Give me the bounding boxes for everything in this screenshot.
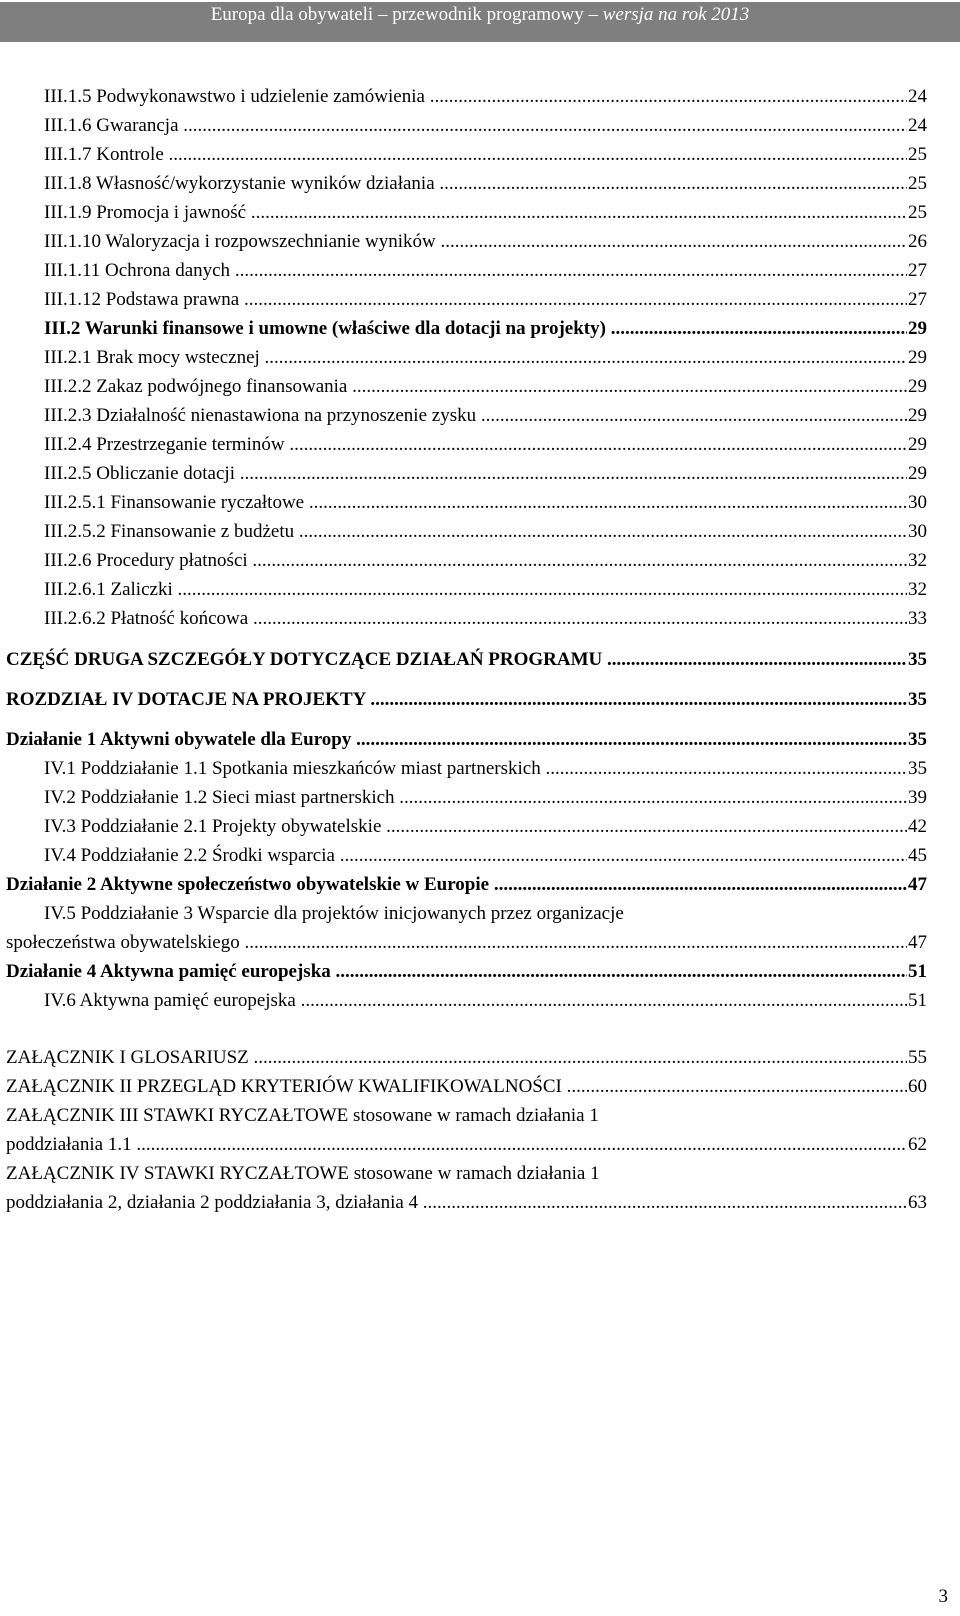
toc-entry-label: III.1.5 Podwykonawstwo i udzielenie zamówienia ..... <box>0 84 907 110</box>
toc-entry-page: 25 <box>907 200 927 226</box>
toc-entry-page: 47 <box>907 872 927 898</box>
toc-entry-page: 51 <box>907 959 927 985</box>
toc-entry-label: Działanie 1 Aktywni obywatele dla Europy ..... <box>0 727 907 753</box>
toc-entry-page: 29 <box>907 403 927 429</box>
toc-entry-page: 51 <box>907 988 927 1014</box>
toc-entry-label: III.1.8 Własność/wykorzystanie wyników działania ..... <box>0 171 907 197</box>
toc-entry-page: 63 <box>907 1190 927 1216</box>
toc-entry-label: III.1.9 Promocja i jawność ..... <box>0 200 907 226</box>
toc-entry-label: poddziałania 1.1 ..... <box>0 1132 907 1158</box>
header-version: wersja na rok 2013 <box>602 4 750 25</box>
page-number: 3 <box>938 1586 948 1607</box>
toc-entry-label: III.1.7 Kontrole ..... <box>0 142 907 168</box>
toc-entry-page: 25 <box>907 142 927 168</box>
toc-entry[interactable] <box>0 432 960 458</box>
toc-entry[interactable] <box>0 229 960 255</box>
toc-entry-page: 35 <box>907 687 927 713</box>
toc-entry-page: 29 <box>907 345 927 371</box>
toc-entry[interactable] <box>0 258 960 284</box>
toc-entry-label: III.1.11 Ochrona danych ..... <box>0 258 907 284</box>
toc-entry[interactable] <box>0 647 960 673</box>
toc-entry-page: 35 <box>907 647 927 673</box>
toc-entry-page: 29 <box>907 432 927 458</box>
toc-entry-label: ROZDZIAŁ IV DOTACJE NA PROJEKTY ..... <box>0 687 907 713</box>
toc-entry-label: III.2.5.1 Finansowanie ryczałtowe ..... <box>0 490 907 516</box>
header-title: Europa dla obywateli – przewodnik programowy – <box>210 4 603 25</box>
toc-entry-label: ZAŁĄCZNIK II PRZEGLĄD KRYTERIÓW KWALIFIKOWALNOŚCI ..... <box>0 1074 907 1100</box>
toc-entry-page: 27 <box>907 287 927 313</box>
toc-entry-label: IV.4 Poddziałanie 2.2 Środki wsparcia ..... <box>0 843 907 869</box>
toc-entry-label: III.1.6 Gwarancja ..... <box>0 113 907 139</box>
toc-entry-page: 35 <box>907 756 927 782</box>
toc-entry-label: III.1.12 Podstawa prawna ..... <box>0 287 907 313</box>
toc-entry-page: 60 <box>907 1074 927 1100</box>
toc-entry-label: III.1.10 Waloryzacja i rozpowszechnianie wyników ..... <box>0 229 907 255</box>
toc-entry[interactable] <box>0 113 960 139</box>
toc-entry-page: 35 <box>907 727 927 753</box>
toc-entry-label: III.2.6.1 Zaliczki ..... <box>0 577 907 603</box>
toc-entry-page: 29 <box>907 461 927 487</box>
toc-entry[interactable] <box>0 403 960 429</box>
toc-entry-label: IV.2 Poddziałanie 1.2 Sieci miast partnerskich ..... <box>0 785 907 811</box>
toc-entry[interactable] <box>0 171 960 197</box>
toc-entry[interactable] <box>0 374 960 400</box>
toc-entry-label: IV.6 Aktywna pamięć europejska ..... <box>0 988 907 1014</box>
toc-entry-page: 55 <box>907 1045 927 1071</box>
toc-entry-label: III.2.3 Działalność nienastawiona na przynoszenie zysku ..... <box>0 403 907 429</box>
toc-entry[interactable] <box>0 727 960 753</box>
toc-entry-page: 39 <box>907 785 927 811</box>
toc-entry[interactable] <box>0 490 960 516</box>
toc-entry[interactable] <box>0 461 960 487</box>
toc-entry-first-line[interactable]: IV.5 Poddziałanie 3 Wsparcie dla projektów inicjowanych przez organizacje <box>44 903 624 924</box>
toc-entry-page: 45 <box>907 843 927 869</box>
toc-entry[interactable] <box>0 519 960 545</box>
toc-entry-label: III.2.6.2 Płatność końcowa ..... <box>0 606 907 632</box>
toc-entry[interactable] <box>0 843 960 869</box>
toc-entry-label: społeczeństwa obywatelskiego ..... <box>0 930 907 956</box>
toc-entry[interactable] <box>0 316 960 342</box>
toc-entry-page: 29 <box>907 374 927 400</box>
toc-entry-label: III.2.4 Przestrzeganie terminów ..... <box>0 432 907 458</box>
toc-entry-page: 24 <box>907 84 927 110</box>
toc-entry[interactable] <box>0 930 960 956</box>
toc-entry-first-line[interactable]: ZAŁĄCZNIK III STAWKI RYCZAŁTOWE stosowane w ramach działania 1 <box>6 1105 599 1126</box>
toc-entry-label: III.2.6 Procedury płatności ..... <box>0 548 907 574</box>
toc-entry-label: IV.3 Poddziałanie 2.1 Projekty obywatelskie ..... <box>0 814 907 840</box>
toc-entry-label: III.2.5 Obliczanie dotacji ..... <box>0 461 907 487</box>
toc-entry-page: 32 <box>907 577 927 603</box>
toc-entry-label: IV.1 Poddziałanie 1.1 Spotkania mieszkańców miast partnerskich ..... <box>0 756 907 782</box>
toc-entry[interactable] <box>0 1045 960 1071</box>
toc-entry-page: 30 <box>907 490 927 516</box>
toc-entry-page: 33 <box>907 606 927 632</box>
toc-entry-page: 62 <box>907 1132 927 1158</box>
toc-entry[interactable] <box>0 345 960 371</box>
toc-entry-label: ZAŁĄCZNIK I GLOSARIUSZ ..... <box>0 1045 907 1071</box>
toc-entry[interactable] <box>0 1132 960 1158</box>
toc-entry[interactable] <box>0 988 960 1014</box>
toc-entry-label: III.2.2 Zakaz podwójnego finansowania ..... <box>0 374 907 400</box>
toc-entry[interactable] <box>0 287 960 313</box>
toc-entry-first-line[interactable]: ZAŁĄCZNIK IV STAWKI RYCZAŁTOWE stosowane w ramach działania 1 <box>6 1163 600 1184</box>
toc-entry[interactable] <box>0 577 960 603</box>
toc-entry[interactable] <box>0 1190 960 1216</box>
toc-entry[interactable] <box>0 1074 960 1100</box>
toc-entry[interactable] <box>0 959 960 985</box>
toc-entry-page: 25 <box>907 171 927 197</box>
toc-entry-page: 47 <box>907 930 927 956</box>
page-header <box>0 2 960 42</box>
toc-entry-label: poddziałania 2, działania 2 poddziałania 3, działania 4 ..... <box>0 1190 907 1216</box>
toc-entry[interactable] <box>0 814 960 840</box>
toc-entry[interactable] <box>0 84 960 110</box>
toc-entry[interactable] <box>0 606 960 632</box>
toc-entry[interactable] <box>0 756 960 782</box>
toc-entry-page: 26 <box>907 229 927 255</box>
toc-entry-page: 32 <box>907 548 927 574</box>
toc-entry[interactable] <box>0 548 960 574</box>
toc-entry[interactable] <box>0 687 960 713</box>
toc-entry-page: 42 <box>907 814 927 840</box>
toc-entry-label: CZĘŚĆ DRUGA SZCZEGÓŁY DOTYCZĄCE DZIAŁAŃ PROGRAMU ..... <box>0 647 907 673</box>
toc-entry[interactable] <box>0 142 960 168</box>
toc-entry-label: III.2 Warunki finansowe i umowne (właściwe dla dotacji na projekty) ..... <box>0 316 907 342</box>
toc-entry-label: III.2.5.2 Finansowanie z budżetu ..... <box>0 519 907 545</box>
toc-entry-label: Działanie 4 Aktywna pamięć europejska ..... <box>0 959 907 985</box>
toc-entry[interactable] <box>0 872 960 898</box>
toc-entry-label: III.2.1 Brak mocy wstecznej ..... <box>0 345 907 371</box>
toc-entry[interactable] <box>0 785 960 811</box>
toc-entry-label: Działanie 2 Aktywne społeczeństwo obywatelskie w Europie ..... <box>0 872 907 898</box>
toc-entry[interactable] <box>0 200 960 226</box>
toc-entry-page: 29 <box>907 316 927 342</box>
toc-entry-page: 24 <box>907 113 927 139</box>
toc-entry-page: 30 <box>907 519 927 545</box>
toc-entry-page: 27 <box>907 258 927 284</box>
